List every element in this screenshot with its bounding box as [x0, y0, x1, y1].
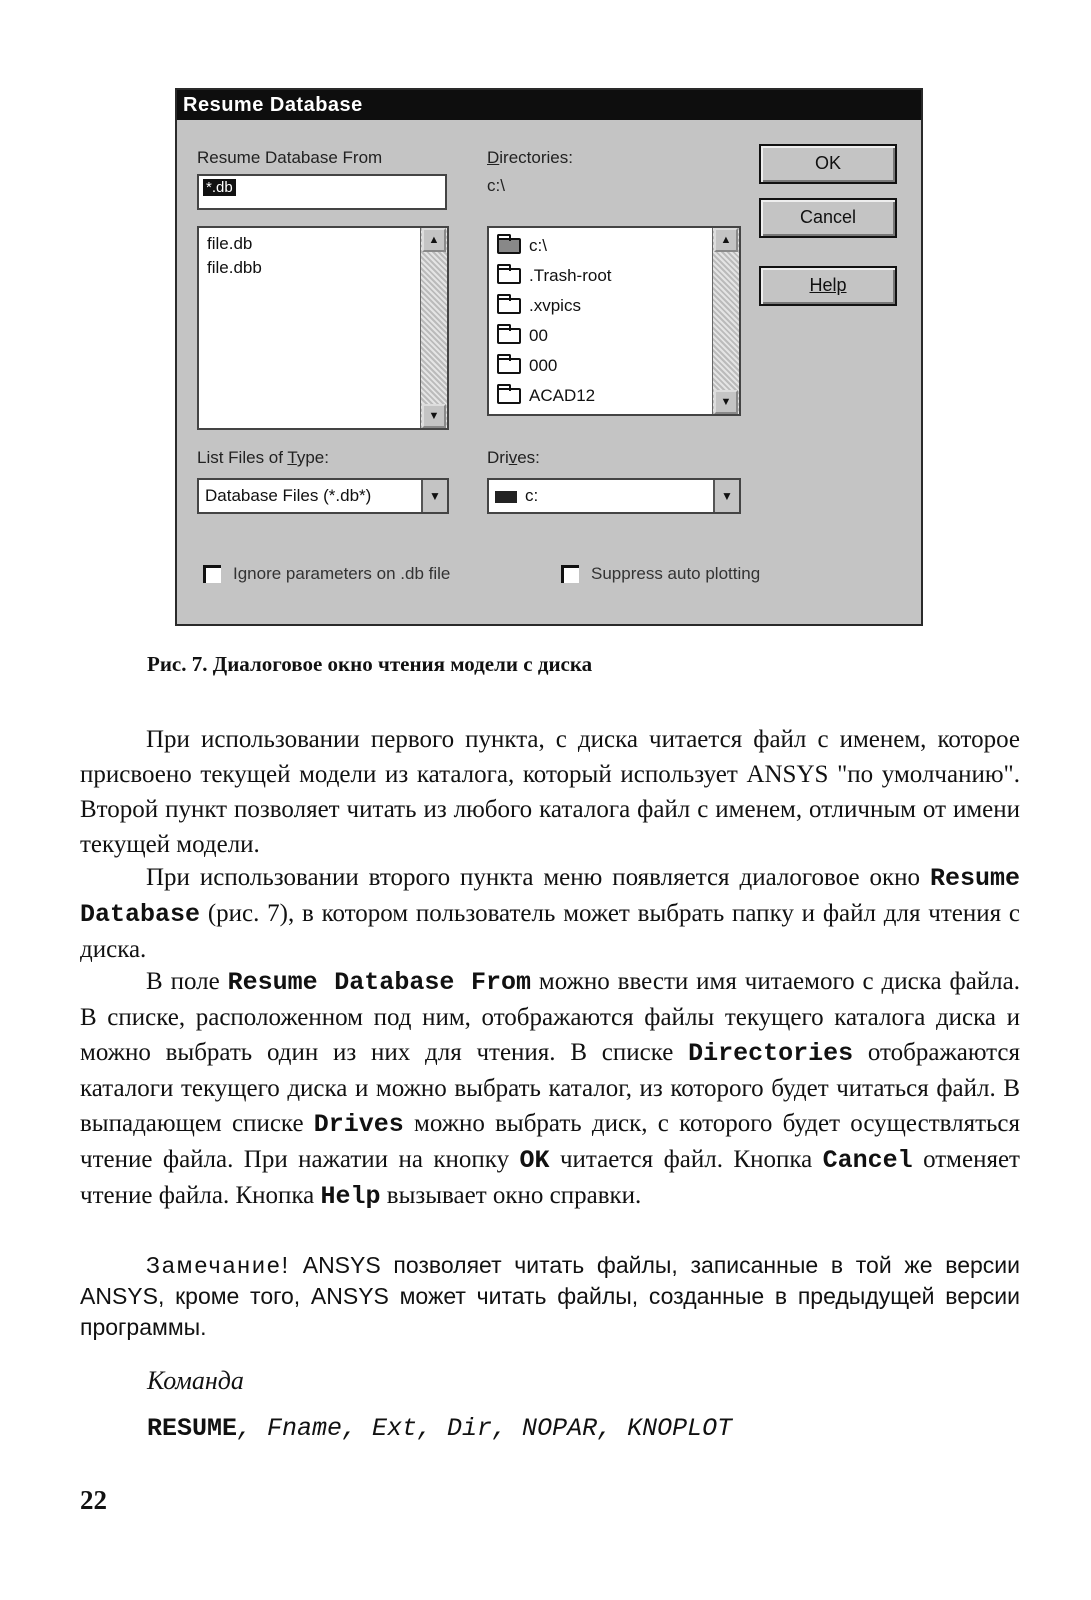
list-item[interactable]: .Trash-root: [489, 264, 739, 288]
file-type-label: List Files of Type:: [197, 448, 329, 467]
folder-icon: [497, 388, 521, 404]
cancel-button[interactable]: Cancel: [759, 198, 897, 238]
scroll-down-icon[interactable]: ▼: [422, 404, 446, 428]
list-item[interactable]: ACAD12: [489, 384, 739, 408]
checkbox-icon[interactable]: [561, 565, 579, 583]
list-item[interactable]: file.db: [207, 234, 253, 253]
list-item[interactable]: 00: [489, 324, 739, 348]
directory-list[interactable]: [487, 226, 741, 416]
ignore-parameters-checkbox[interactable]: Ignore parameters on .db file: [203, 564, 450, 584]
drives-select[interactable]: c: ▼: [487, 478, 741, 514]
command-syntax: RESUME, Fname, Ext, Dir, NOPAR, KNOPLOT: [147, 1414, 733, 1443]
scroll-down-icon[interactable]: ▼: [714, 390, 738, 414]
dialog-title: Resume Database: [177, 90, 921, 120]
chevron-down-icon[interactable]: ▼: [713, 480, 739, 512]
folder-icon: [497, 298, 521, 314]
folder-icon: [497, 328, 521, 344]
list-item[interactable]: file.dbb: [207, 258, 262, 277]
scroll-up-icon[interactable]: ▲: [422, 228, 446, 252]
directory-list-scrollbar[interactable]: [712, 228, 739, 414]
resume-from-input[interactable]: [197, 174, 447, 210]
open-folder-icon: [497, 238, 521, 254]
drives-label: Drives:: [487, 448, 540, 467]
list-item[interactable]: c:\: [489, 234, 739, 258]
drive-icon: [495, 491, 517, 503]
resume-from-value: *.db: [203, 179, 236, 196]
paragraph-3: В поле Resume Database From можно ввести имя читаемого с диска файла. В списке, расположенном под ним, отображаются файлы текущего каталога диска и можно выбрать один из них для чтения. В списке Directories отображаются каталоги текущего диска и можно выбрать каталог, из которого будет читаться файл. В выпадающем списке Drives можно выбрать диск, с которого будет осуществляться чтение файла. При нажатии на кнопку OK читается файл. Кнопка Cancel отменяет чтение файла. Кнопка Help вызывает окно справки.: [80, 968, 1021, 1211]
scroll-up-icon[interactable]: ▲: [714, 228, 738, 252]
directories-label: Directories:: [487, 148, 573, 167]
folder-icon: [497, 358, 521, 374]
file-type-select[interactable]: Database Files (*.db*) ▼: [197, 478, 449, 514]
chevron-down-icon[interactable]: ▼: [421, 480, 447, 512]
file-list-scrollbar[interactable]: [420, 228, 447, 428]
command-label: Команда: [147, 1366, 244, 1395]
current-directory: c:\: [487, 176, 505, 195]
resume-database-dialog: [175, 88, 923, 626]
list-item[interactable]: .xvpics: [489, 294, 739, 318]
page-number: 22: [80, 1485, 107, 1515]
note-paragraph: Замечание! ANSYS позволяет читать файлы, записанные в той же версии ANSYS, кроме того, ANSYS может читать файлы, созданные в предыдущей версии программы.: [80, 1252, 1020, 1340]
paragraph-2: При использовании второго пункта меню появляется диалоговое окно Resume Database (рис. 7), в котором пользователь может выбрать папку и файл для чтения с диска.: [80, 864, 1020, 963]
suppress-plotting-checkbox[interactable]: Suppress auto plotting: [561, 564, 760, 584]
resume-from-label: Resume Database From: [197, 148, 383, 167]
paragraph-1: При использовании первого пункта, с диска читается файл с именем, которое присвоено текущей модели из каталога, который использует ANSYS "по умолчанию". Второй пункт позволяет читать из любого каталога файл с именем, отличным от имени текущей модели.: [80, 726, 1020, 858]
figure-caption: Рис. 7. Диалоговое окно чтения модели с диска: [147, 652, 593, 676]
ok-button[interactable]: OK: [759, 144, 897, 184]
file-list[interactable]: [197, 226, 449, 430]
help-button[interactable]: Help: [759, 266, 897, 306]
folder-icon: [497, 268, 521, 284]
checkbox-icon[interactable]: [203, 565, 221, 583]
list-item[interactable]: 000: [489, 354, 739, 378]
